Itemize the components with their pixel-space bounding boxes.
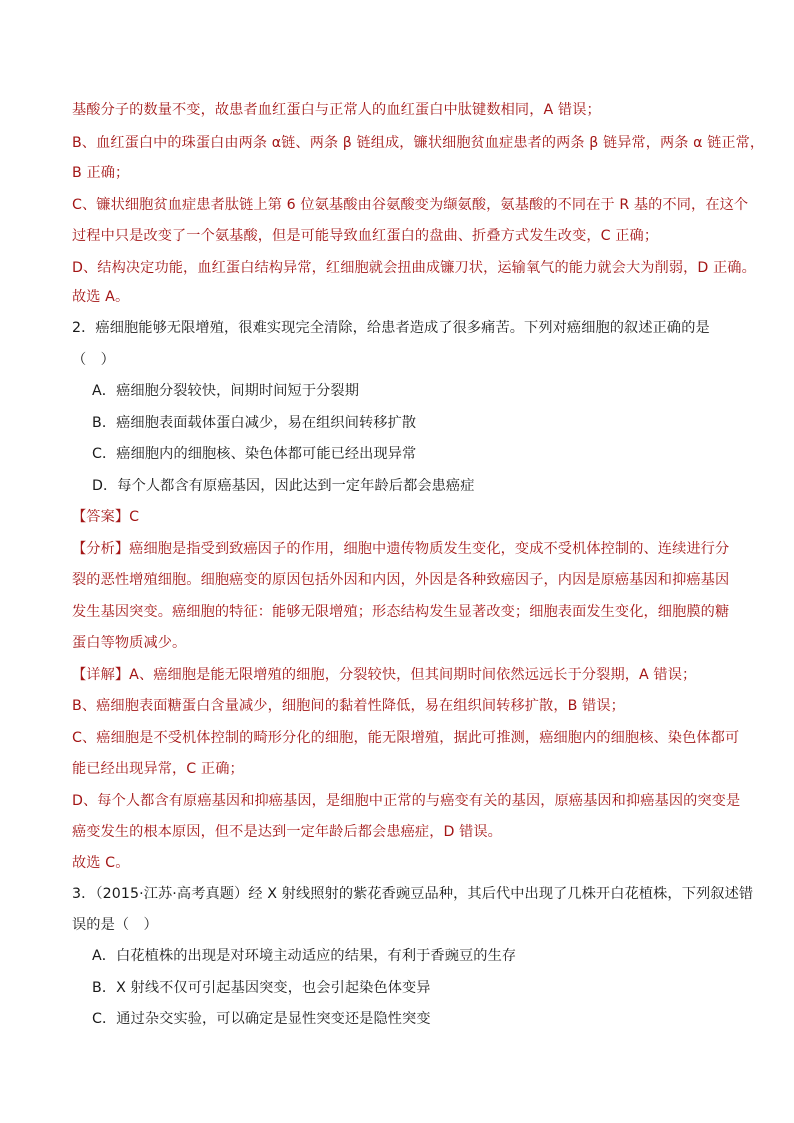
q2-answer: 【答案】C	[72, 509, 140, 525]
q1-conclusion: 故选 A。	[72, 289, 130, 305]
q2-conclusion: 故选 C。	[72, 855, 130, 871]
q2-analysis-line3: 发生基因突变。癌细胞的特征：能够无限增殖；形态结构发生显著改变；细胞表面发生变化，细胞膜的糖	[72, 604, 730, 620]
q1-detail-b-line2: B 正确；	[72, 165, 130, 181]
q2-option-d: D．每个人都含有原癌基因，因此达到一定年龄后都会患癌症	[92, 478, 475, 494]
q2-stem-line2: （ ）	[72, 352, 115, 368]
q2-detail-c-line1: C、癌细胞是不受机体控制的畸形分化的细胞，能无限增殖，据此可推测，癌细胞内的细胞核、染色体都可	[72, 730, 740, 746]
q2-detail-d-line1: D、每个人都含有原癌基因和抑癌基因，是细胞中正常的与癌变有关的基因，原癌基因和抑癌基因的突变是	[72, 793, 741, 809]
q2-analysis-line4: 蛋白等物质减少。	[72, 635, 187, 651]
q1-analysis-continuation: 基酸分子的数量不变，故患者血红蛋白与正常人的血红蛋白中肽键数相同，A 错误；	[72, 102, 601, 118]
q3-option-c: C．通过杂交实验，可以确定是显性突变还是隐性突变	[92, 1011, 431, 1027]
q1-detail-d-line1: D、结构决定功能，血红蛋白结构异常，红细胞就会扭曲成镰刀状，运输氧气的能力就会大为削弱，D 正确。	[72, 260, 756, 276]
q2-stem-line1: 2．癌细胞能够无限增殖，很难实现完全清除，给患者造成了很多痛苦。下列对癌细胞的叙述正确的是	[72, 320, 710, 336]
q2-detail-d-line2: 癌变发生的根本原因，但不是达到一定年龄后都会患癌症，D 错误。	[72, 824, 502, 840]
q2-detail-a: 【详解】A、癌细胞是能无限增殖的细胞，分裂较快，但其间期时间依然远远长于分裂期，A 错误；	[72, 667, 697, 683]
q2-option-c: C．癌细胞内的细胞核、染色体都可能已经出现异常	[92, 446, 417, 462]
q3-stem-line2: 误的是（ ）	[72, 917, 158, 933]
q1-detail-c-line2: 过程中只是改变了一个氨基酸，但是可能导致血红蛋白的盘曲、折叠方式发生改变，C 正确；	[72, 228, 659, 244]
q2-analysis-line1: 【分析】癌细胞是指受到致癌因子的作用，细胞中遗传物质发生变化，变成不受机体控制的、连续进行分	[72, 541, 730, 557]
q3-option-a: A．白花植株的出现是对环境主动适应的结果，有利于香豌豆的生存	[92, 948, 517, 964]
q2-analysis-line2: 裂的恶性增殖细胞。细胞癌变的原因包括外因和内因，外因是各种致癌因子，内因是原癌基因和抑癌基因	[72, 572, 730, 588]
q1-detail-b-line1: B、血红蛋白中的珠蛋白由两条 α链、两条 β 链组成，镰状细胞贫血症患者的两条 β 链异常，两条 α 链正常，	[72, 135, 765, 151]
q3-stem-line1: 3．（2015·江苏·高考真题）经 X 射线照射的紫花香豌豆品种，其后代中出现了几株开白花植株，下列叙述错	[72, 886, 754, 902]
q3-option-b: B．X 射线不仅可引起基因突变，也会引起染色体变异	[92, 980, 431, 996]
q2-option-a: A．癌细胞分裂较快，间期时间短于分裂期	[92, 383, 359, 399]
q2-detail-c-line2: 能已经出现异常，C 正确；	[72, 761, 244, 777]
q2-option-b: B．癌细胞表面载体蛋白减少，易在组织间转移扩散	[92, 415, 417, 431]
q2-detail-b: B、癌细胞表面糖蛋白含量减少，细胞间的黏着性降低，易在组织间转移扩散，B 错误；	[72, 698, 625, 714]
q1-detail-c-line1: C、镰状细胞贫血症患者肽链上第 6 位氨基酸由谷氨酸变为缬氨酸，氨基酸的不同在于 R 基的不同，在这个	[72, 197, 749, 213]
